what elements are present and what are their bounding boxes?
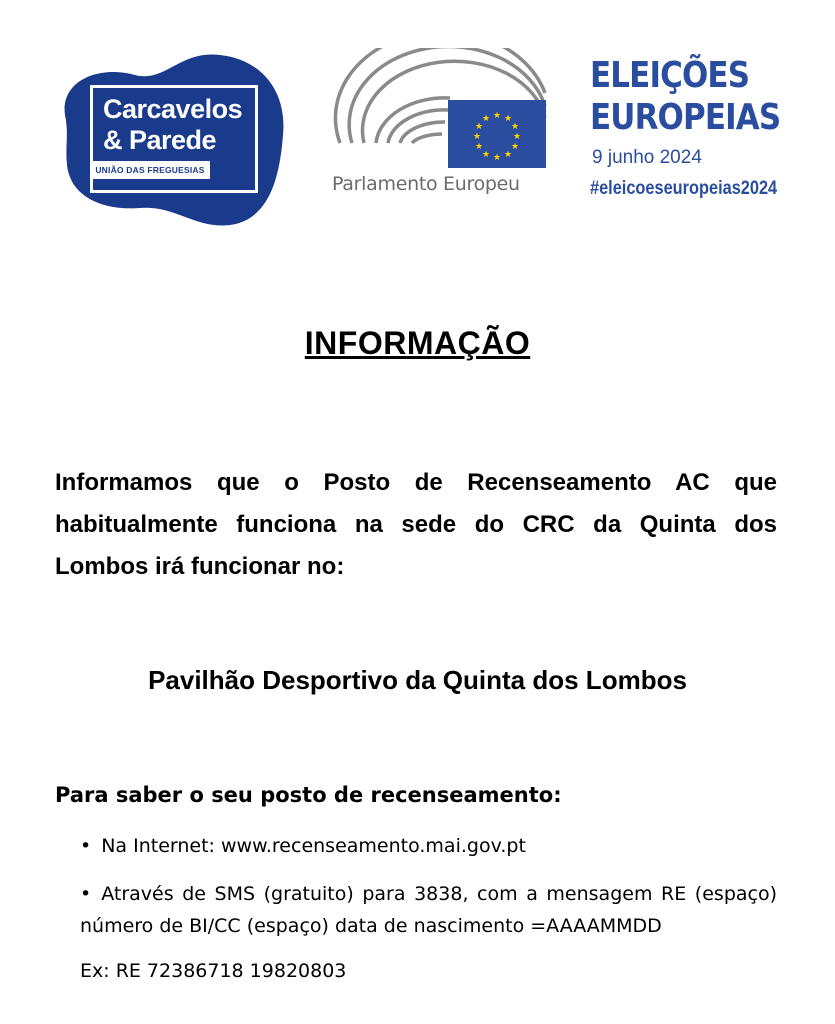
svg-text:★: ★ [475, 122, 484, 132]
election-logo-line1: ELEIÇÕES [590, 55, 750, 96]
election-hashtag: #eleicoeseuropeias2024 [590, 178, 778, 199]
hemicycle-icon [330, 48, 555, 173]
parish-logo [55, 45, 290, 230]
parish-logo-line2: & Parede [103, 125, 217, 155]
bullet-icon: • [80, 883, 92, 905]
how-to-heading: Para saber o seu posto de recenseamento: [55, 783, 562, 807]
bullet-icon: • [80, 835, 92, 857]
example-text: Ex: RE 72386718 19820803 [80, 960, 347, 982]
parish-logo-subtitle: UNIÃO DAS FREGUESIAS [90, 161, 210, 179]
parliament-logo-name: Parlamento Europeu [332, 173, 520, 195]
page-title: INFORMAÇÃO [304, 325, 531, 361]
election-logo [590, 55, 810, 215]
venue-name: Pavilhão Desportivo da Quinta dos Lombos [148, 665, 687, 695]
svg-text:★: ★ [473, 132, 482, 142]
svg-text:★: ★ [511, 122, 520, 132]
svg-text:★: ★ [493, 111, 502, 121]
parliament-logo [330, 48, 555, 208]
svg-text:★: ★ [504, 150, 513, 160]
bullet-sms [80, 878, 777, 942]
svg-text:★: ★ [482, 150, 491, 160]
election-logo-line2: EUROPEIAS [590, 97, 781, 138]
svg-text:★: ★ [511, 142, 520, 152]
intro-paragraph: Informamos que o Posto de Recenseamento AC que habitualmente funciona na sede do CRC da Quinta dos Lombos irá funcionar no: [55, 469, 777, 580]
election-date: 9 junho 2024 [592, 147, 702, 168]
svg-text:★: ★ [493, 153, 502, 163]
bullet-internet [80, 835, 526, 857]
bullet-internet-text: Na Internet: www.recenseamento.mai.gov.pt [101, 835, 526, 857]
svg-text:★: ★ [504, 114, 513, 124]
svg-text:★: ★ [475, 142, 484, 152]
svg-text:★: ★ [513, 132, 522, 142]
svg-text:★: ★ [482, 114, 491, 124]
bullet-sms-text: Através de SMS (gratuito) para 3838, com a mensagem RE (espaço) número de BI/CC (espaço) data de nascimento =AAAAMMDD [80, 883, 777, 937]
parish-logo-line1: Carcavelos [103, 94, 243, 124]
